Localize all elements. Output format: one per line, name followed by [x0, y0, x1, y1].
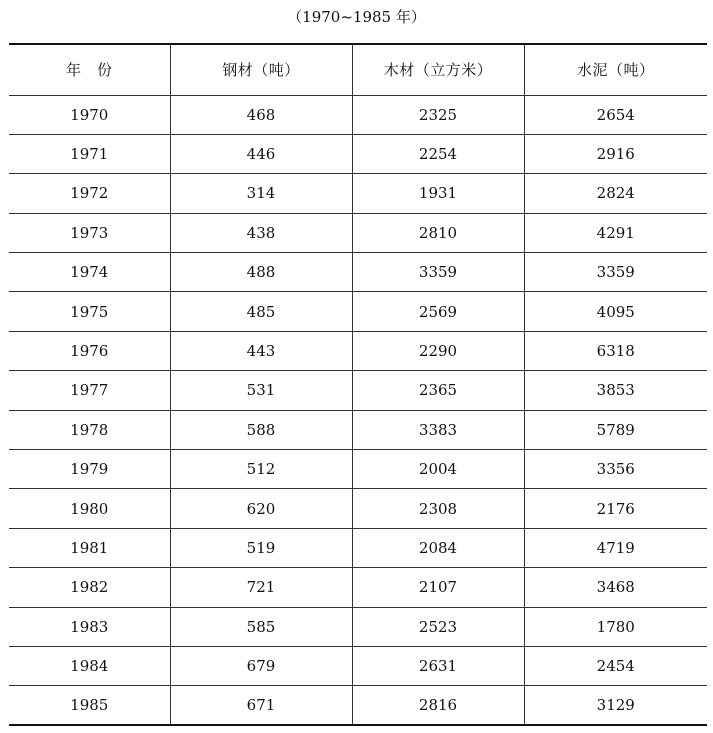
cell-year: 1977 [9, 371, 170, 410]
cell-steel: 588 [170, 410, 352, 449]
table-row [9, 450, 707, 489]
cell-timber: 2631 [352, 646, 524, 685]
table-body [9, 95, 707, 725]
cell-year: 1979 [9, 450, 170, 489]
table-row [9, 174, 707, 213]
cell-cement: 3359 [524, 253, 707, 292]
cell-timber: 2290 [352, 331, 524, 370]
cell-steel: 721 [170, 568, 352, 607]
cell-year: 1985 [9, 686, 170, 725]
cell-year: 1970 [9, 95, 170, 134]
table-row [9, 134, 707, 173]
table-row [9, 607, 707, 646]
cell-timber: 2254 [352, 134, 524, 173]
cell-cement: 2916 [524, 134, 707, 173]
cell-timber: 2569 [352, 292, 524, 331]
cell-timber: 2810 [352, 213, 524, 252]
cell-year: 1973 [9, 213, 170, 252]
header-timber: 木材（立方米） [352, 44, 524, 95]
cell-steel: 679 [170, 646, 352, 685]
cell-year: 1974 [9, 253, 170, 292]
table-row [9, 253, 707, 292]
cell-cement: 6318 [524, 331, 707, 370]
header-year: 年 份 [9, 44, 170, 95]
cell-steel: 531 [170, 371, 352, 410]
cell-timber: 2308 [352, 489, 524, 528]
cell-year: 1984 [9, 646, 170, 685]
cell-timber: 2084 [352, 528, 524, 567]
header-cement: 水泥（吨） [524, 44, 707, 95]
cell-steel: 314 [170, 174, 352, 213]
cell-cement: 3468 [524, 568, 707, 607]
cell-cement: 3356 [524, 450, 707, 489]
cell-steel: 468 [170, 95, 352, 134]
table-row [9, 489, 707, 528]
table-row [9, 646, 707, 685]
cell-year: 1976 [9, 331, 170, 370]
cell-cement: 3129 [596, 696, 635, 715]
cell-steel: 443 [170, 331, 352, 370]
table-row [9, 371, 707, 410]
cell-steel: 671 [170, 686, 352, 725]
table-row [9, 528, 707, 567]
cell-timber: 2523 [352, 607, 524, 646]
cell-year: 1972 [9, 174, 170, 213]
cell-timber: 2325 [352, 95, 524, 134]
cell-year: 1980 [9, 489, 170, 528]
cell-year: 1978 [9, 410, 170, 449]
cell-year: 1975 [9, 292, 170, 331]
table-row [9, 331, 707, 370]
table-subtitle: （1970~1985 年） [287, 8, 426, 26]
cell-timber: 1931 [352, 174, 524, 213]
cell-cement: 1780 [524, 607, 707, 646]
cell-timber: 2107 [352, 568, 524, 607]
cell-steel: 512 [170, 450, 352, 489]
table-row [9, 95, 707, 134]
table-row [9, 292, 707, 331]
cell-cement: 2824 [524, 174, 707, 213]
cell-cement: 2454 [524, 646, 707, 685]
cell-steel: 485 [170, 292, 352, 331]
table-row [9, 213, 707, 252]
table-row [9, 568, 707, 607]
cell-cement: 4095 [524, 292, 707, 331]
cell-cement: 4291 [524, 213, 707, 252]
cell-timber: 2816 [352, 686, 524, 725]
cell-year: 1981 [9, 528, 170, 567]
cell-timber: 3383 [352, 410, 524, 449]
cell-year: 1971 [9, 134, 170, 173]
cell-cement: 5789 [524, 410, 707, 449]
data-table [9, 43, 707, 726]
cell-timber: 2004 [352, 450, 524, 489]
cell-steel: 488 [170, 253, 352, 292]
cell-timber: 2365 [352, 371, 524, 410]
cell-cement: 2654 [524, 95, 707, 134]
table-row [9, 410, 707, 449]
table-row [9, 686, 707, 725]
cell-cement: 3853 [524, 371, 707, 410]
header-steel: 钢材（吨） [170, 44, 352, 95]
cell-cement: 2176 [524, 489, 707, 528]
cell-steel: 438 [170, 213, 352, 252]
cell-steel: 620 [170, 489, 352, 528]
cell-year: 1983 [9, 607, 170, 646]
cell-steel: 446 [170, 134, 352, 173]
header-row [9, 44, 707, 95]
cell-timber: 3359 [352, 253, 524, 292]
cell-steel: 585 [170, 607, 352, 646]
cell-steel: 519 [170, 528, 352, 567]
cell-cement: 4719 [524, 528, 707, 567]
cell-year: 1982 [9, 568, 170, 607]
